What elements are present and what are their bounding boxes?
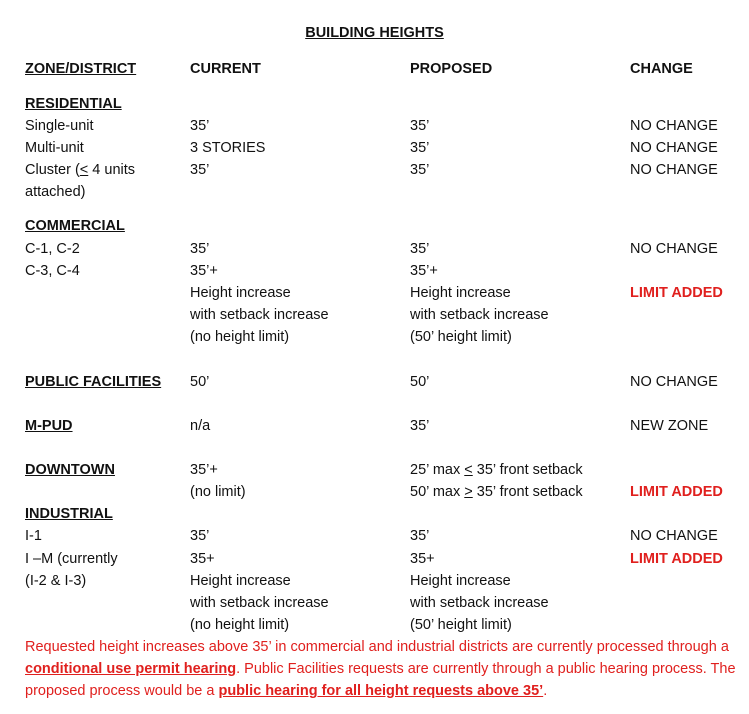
current-i-m-line2: Height increase: [190, 573, 291, 589]
change-single-unit: NO CHANGE: [630, 118, 718, 134]
proposed-c3-c4-line1: 35’+: [410, 263, 438, 279]
greater-than-or-equal-symbol: >: [464, 484, 473, 500]
proposed-single-unit: 35’: [410, 118, 430, 134]
proposed-c1-c2: 35’: [410, 241, 430, 257]
zone-m-pud: M-PUD: [25, 418, 73, 434]
proposed-cluster: 35’: [410, 162, 430, 178]
proposed-downtown-line2-pre: 50’ max: [410, 484, 465, 500]
zone-i-m-line1: I –M (currently: [25, 551, 118, 567]
change-cluster: NO CHANGE: [630, 162, 718, 178]
zone-cluster-pre: Cluster (: [25, 162, 80, 178]
zone-c3-c4: C-3, C-4: [25, 263, 80, 279]
current-cluster: 35’: [190, 162, 210, 178]
change-c1-c2: NO CHANGE: [630, 241, 718, 257]
proposed-i-m-line2: Height increase: [410, 573, 511, 589]
proposed-downtown-line2: [410, 481, 583, 503]
public-hearing-emphasis: public hearing for all height requests above 35’: [218, 683, 544, 699]
change-m-pud: NEW ZONE: [630, 418, 709, 434]
document-title: BUILDING HEIGHTS: [305, 25, 444, 41]
footnote-text-1: Requested height increases above 35’ in commercial and industrial districts are currently processed through a: [25, 639, 729, 655]
zone-downtown: DOWNTOWN: [25, 462, 115, 478]
current-downtown-line1: 35’+: [190, 462, 218, 478]
proposed-i-m-line1: 35+: [410, 551, 435, 567]
current-c3-c4-line1: 35’+: [190, 263, 218, 279]
current-c3-c4-line3: with setback increase: [190, 307, 329, 323]
proposed-i-m-line4: (50’ height limit): [410, 617, 512, 633]
proposed-c3-c4-line4: (50’ height limit): [410, 329, 512, 345]
zone-single-unit: Single-unit: [25, 118, 94, 134]
current-i1: 35’: [190, 528, 210, 544]
footnote-text-3: .: [543, 683, 548, 699]
current-c3-c4-line4: (no height limit): [190, 329, 290, 345]
proposed-public-facilities: 50’: [410, 374, 430, 390]
zone-i1: I-1: [25, 528, 42, 544]
proposed-downtown-line2-post: 35’ front setback: [472, 484, 583, 500]
current-i-m-line4: (no height limit): [190, 617, 290, 633]
proposed-downtown-line1: [410, 459, 583, 481]
current-c3-c4-line2: Height increase: [190, 285, 291, 301]
proposed-downtown-line1-pre: 25’ max: [410, 462, 465, 478]
change-c3-c4: LIMIT ADDED: [630, 285, 723, 301]
current-downtown-line2: (no limit): [190, 484, 246, 500]
current-single-unit: 35’: [190, 118, 210, 134]
proposed-m-pud: 35’: [410, 418, 430, 434]
section-industrial-heading: INDUSTRIAL: [25, 506, 113, 522]
change-i1: NO CHANGE: [630, 528, 718, 544]
current-public-facilities: 50’: [190, 374, 210, 390]
current-i-m-line1: 35+: [190, 551, 215, 567]
zone-cluster-line2: attached): [25, 184, 86, 200]
section-commercial-heading: COMMERCIAL: [25, 218, 125, 234]
proposed-multi-unit: 35’: [410, 140, 430, 156]
zone-cluster-post: 4 units: [88, 162, 136, 178]
footnote-text-2: . Public Facilities requests are currently through a public hearing process. The proposed process would be a: [25, 661, 736, 699]
header-current: CURRENT: [190, 61, 261, 77]
current-multi-unit: 3 STORIES: [190, 140, 266, 156]
proposed-c3-c4-line2: Height increase: [410, 285, 511, 301]
zone-cluster: [25, 159, 135, 181]
change-downtown: LIMIT ADDED: [630, 484, 723, 500]
footnote-paragraph: [25, 636, 737, 702]
proposed-downtown-line1-post: 35’ front setback: [472, 462, 583, 478]
change-multi-unit: NO CHANGE: [630, 140, 718, 156]
change-i-m: LIMIT ADDED: [630, 551, 723, 567]
zone-c1-c2: C-1, C-2: [25, 241, 80, 257]
proposed-i1: 35’: [410, 528, 430, 544]
less-than-or-equal-symbol: <: [79, 162, 89, 178]
section-residential-heading: RESIDENTIAL: [25, 96, 122, 112]
current-c1-c2: 35’: [190, 241, 210, 257]
zone-multi-unit: Multi-unit: [25, 140, 84, 156]
header-change: CHANGE: [630, 61, 693, 77]
current-i-m-line3: with setback increase: [190, 595, 329, 611]
current-m-pud: n/a: [190, 418, 211, 434]
header-proposed: PROPOSED: [410, 61, 493, 77]
less-than-or-equal-symbol: <: [464, 462, 473, 478]
proposed-i-m-line3: with setback increase: [410, 595, 549, 611]
proposed-c3-c4-line3: with setback increase: [410, 307, 549, 323]
zone-public-facilities: PUBLIC FACILITIES: [25, 374, 162, 390]
header-zone-district: ZONE/DISTRICT: [25, 61, 137, 77]
conditional-use-permit-hearing-emphasis: conditional use permit hearing: [25, 661, 237, 677]
zone-i-m-line2: (I-2 & I-3): [25, 573, 87, 589]
change-public-facilities: NO CHANGE: [630, 374, 718, 390]
